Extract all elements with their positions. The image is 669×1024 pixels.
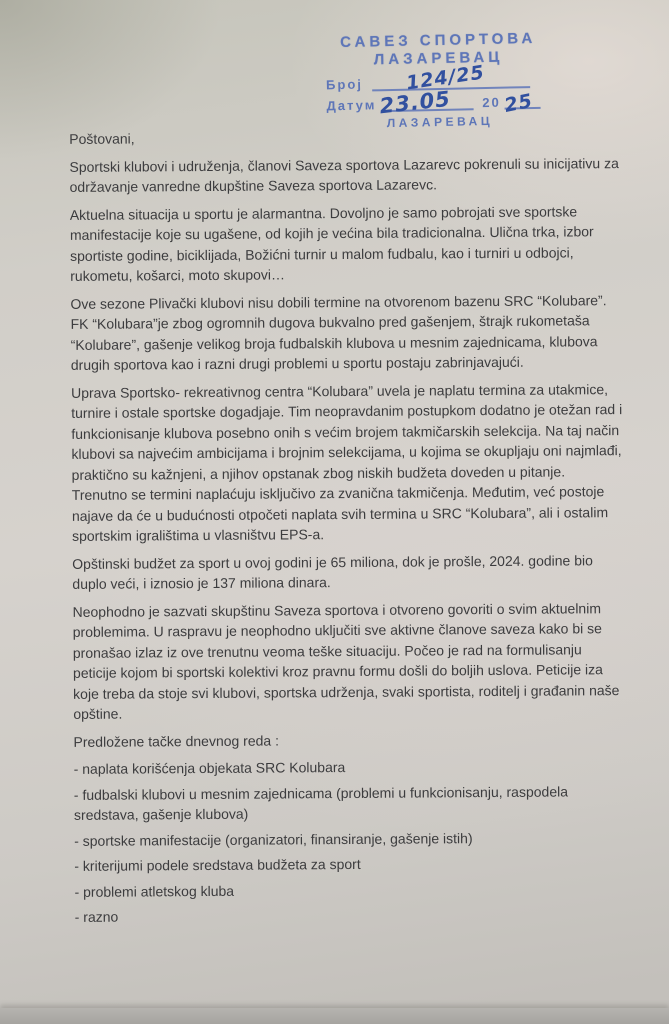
agenda-item-5: - problemi atletskog kluba [74,882,235,900]
stamp-broj-handwritten-value: 124/25 [404,61,487,95]
paper-bottom-edge [0,1008,669,1024]
agenda-item-2: - fudbalski klubovi u mesnim zajednicama (problemi u funkcionisanju, raspodela sredstava, gašenje klubova) [73,782,569,823]
agenda-title: Predložene tačke dnevnog reda : [73,731,280,750]
agenda-item-1: - naplata korišćenja objekata SRC Kolubara [73,759,346,777]
letter-paragraph-6: Neophodno je sazvati skupštinu Saveza sportova i otvoreno govoriti o svim aktuelnim problemima. U raspravu je neophodno uključiti sve aktivne članove saveza kako bi se pronašao izlaz iz ove trenutnu veoma teške situaciju. Počeo je rad na formulisanju peticije kojom bi sportski kolektivi kroz pravnu formu došli do boljih uslova. Peticije iza koje treba da stoje svi klubovi, sportska udrženja, svaki sportista, roditelj i građanin naše opštine. [72,599,620,722]
letter-paragraph-2: Aktuelna situacija u sportu je alarmantna. Dovoljno je samo pobrojati sve sportske manifestacije koje su ugašene, od kojih je većina bila tradicionalna. Ulična trka, izbor sportiste godine, biciklijada, Božićni turnir u malom fudbalu, kao i turniri u odbojci, rukometu, košarci, moto skupovi… [69,202,594,284]
salutation: Poštovani, [69,130,135,147]
letter-paragraph-4: Uprava Sportsko- rekreativnog centra “Kolubara” uvela je naplatu termina za utakmice, turnire i ostale sportske dogadjaje. Tim neopravdanim postupkom dodatno je otežan rad i funkcionisanje klubova posebno onih s većim brojem takmičarskih selekcija. Na taj način klubovi sa najvećim ambicijama i brojnim selekcijama, u kojima se okupljaju oni najmlađi, praktično su kažnjeni, a njihov opstanak zbog niskih budžeta doveden u pitanje. Trenutno se termini naplaćuju isključivo za zvanična takmičenja. Međutim, već postoje najave da će u budućnosti otpočeti naplata svih termina u SRC “Kolubara”, ali i ostalim sportskim igralištima u vlasništvu EPS-a. [70,380,623,544]
letter-paragraph-1: Sportski klubovi i udruženja, članovi Saveza sportova Lazarevc pokrenuli su inicijativu za održavanje vanredne dkupštine Saveza sportova Lazarevc. [69,154,619,195]
stamp-broj-label: Број [325,76,364,93]
stamp-broj-underline [372,61,530,95]
stamp-datum-underline [378,86,473,119]
stamp-year-prefix: 20 [482,94,501,111]
letter-paragraph-5: Opštinski budžet za sport u ovoj godini je 65 miliona, dok je prošle, 2024. godine bio duplo veći, i iznosio je 137 miliona dinara. [72,551,593,592]
letter-paragraph-3: Ove sezone Plivački klubovi nisu dobili termine na otvorenom bazenu SRC “Kolubare”. FK “Kolubara”je zbog ogromnih dugova bukvalno pred gašenjem, štrajk rukometaša “Kolubare”, gašenje velikog broja fudbalskih klubova u mesnim zajednicama, klubova drugih sportova kao i razni drugi problemi u sportu postaju zabrinjavajući. [70,291,607,373]
stamp-date-row [326,86,552,119]
stamp-year-handwritten-value: 25 [502,89,536,117]
stamp-org-name-line2: ЛАЗАРЕВАЦ [373,48,504,69]
agenda-item-4: - kriterijumi podele sredstava budžeta za sport [74,855,361,874]
stamp-year-underline [502,89,541,117]
agenda-item-3: - sportske manifestacije (organizatori, finansiranje, gašenje istih) [74,829,473,849]
stamp-datum-handwritten-value: 23.05 [378,86,452,119]
stamp-org-name-line1: САВЕЗ СПОРТОВА [339,29,537,52]
letter-body [69,125,627,932]
agenda-item-6: - razno [74,908,119,925]
stamp-datum-label: Датум [326,97,377,114]
stamp-place: ЛАЗАРЕВАЦ [386,113,494,131]
stamp [325,30,553,132]
